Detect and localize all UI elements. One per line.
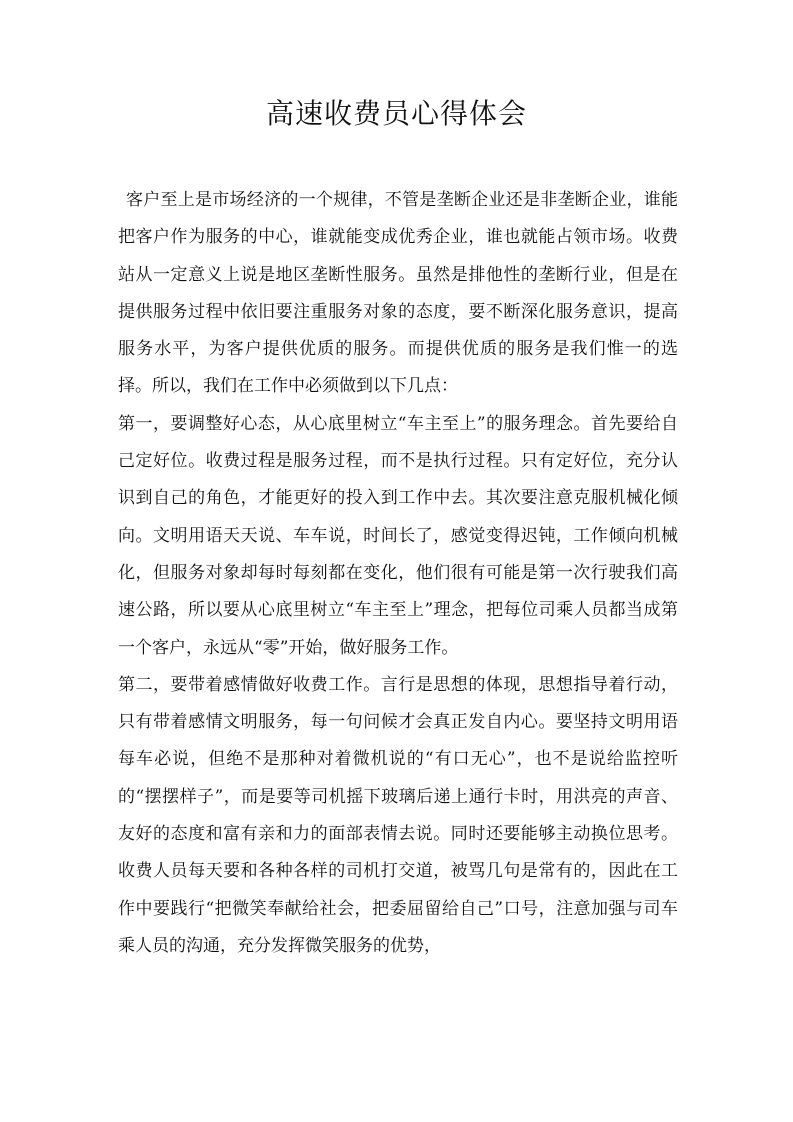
document-title: 高速收费员心得体会 (265, 97, 527, 130)
document-body (118, 182, 678, 965)
paragraph-point-two: 第二，要带着感情做好收费工作。言行是思想的体现，思想指导着行动，只有带着感情文明服务，每一句问候才会真正发自内心。要坚持文明用语每车必说，但绝不是那种对着微机说的“有口无心”，也不是说给监控听的“摆摆样子”，而是要等司机摇下玻璃后递上通行卡时，用洪亮的声音、友好的态度和富有亲和力的面部表情去说。同时还要能够主动换位思考。收费人员每天要和各种各样的司机打交道，被骂几句是常有的，因此在工作中要践行“把微笑奉献给社会，把委屈留给自己”口号，注意加强与司车乘人员的沟通，充分发挥微笑服务的优势， (118, 674, 678, 956)
paragraph-intro: 客户至上是市场经济的一个规律，不管是垄断企业还是非垄断企业，谁能把客户作为服务的中心，谁就能变成优秀企业，谁也就能占领市场。收费站从一定意义上说是地区垄断性服务。虽然是排他性的垄断行业，但是在提供服务过程中依旧要注重服务对象的态度，要不断深化服务意识，提高服务水平，为客户提供优质的服务。而提供优质的服务是我们惟一的选择。所以，我们在工作中必须做到以下几点： (118, 190, 678, 397)
paragraph-point-one: 第一，要调整好心态，从心底里树立“车主至上”的服务理念。首先要给自己定好位。收费过程是服务过程，而不是执行过程。只有定好位，充分认识到自己的角色，才能更好的投入到工作中去。其次要注意克服机械化倾向。文明用语天天说、车车说，时间长了，感觉变得迟钝，工作倾向机械化，但服务对象却每时每刻都在变化，他们很有可能是第一次行驶我们高速公路，所以要从心底里树立“车主至上”理念，把每位司乘人员都当成第一个客户，永远从“零”开始，做好服务工作。 (118, 413, 678, 658)
